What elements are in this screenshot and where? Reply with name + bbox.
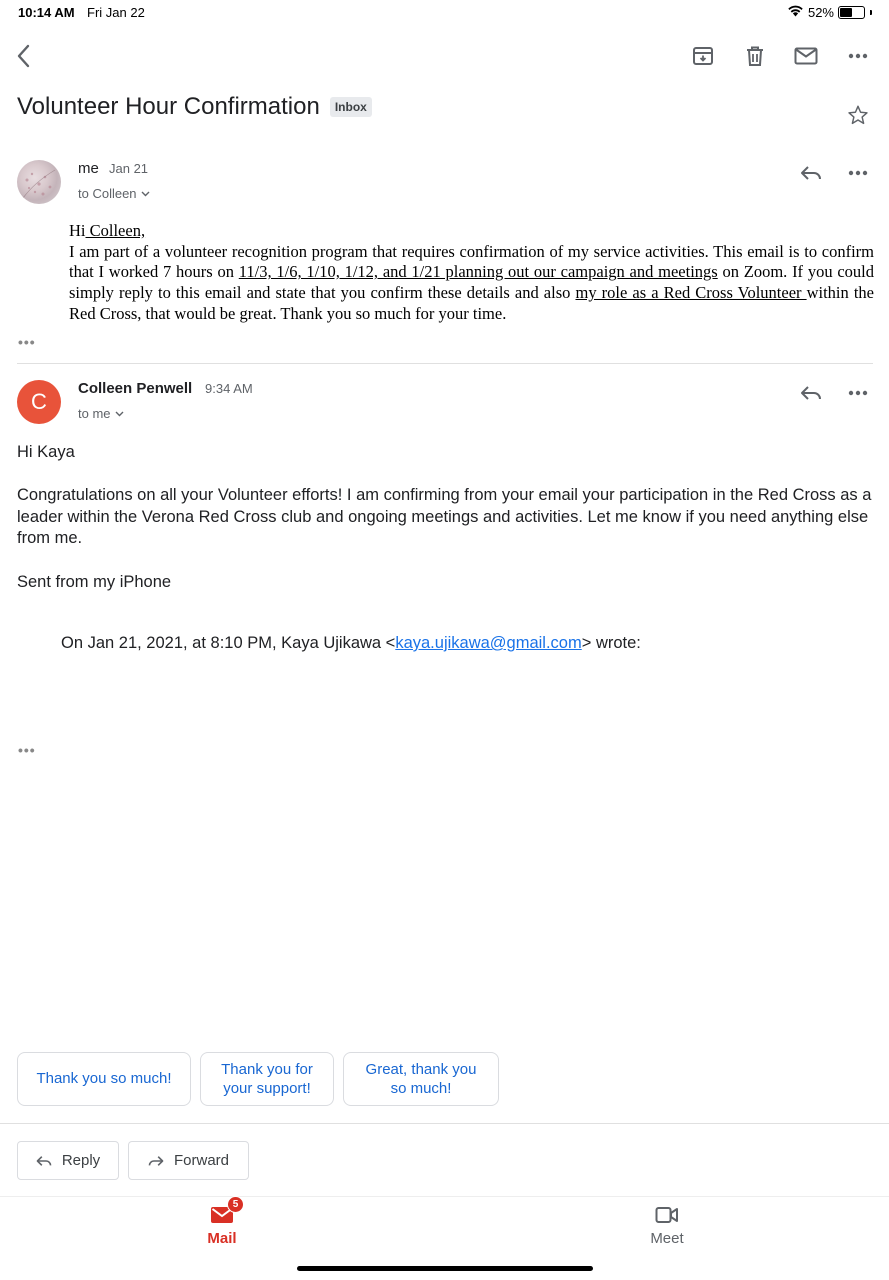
- greeting: Hi Colleen,: [69, 221, 146, 240]
- forward-label: Forward: [173, 1152, 229, 1169]
- message-more-button-1[interactable]: [842, 157, 874, 189]
- recipient-details[interactable]: [78, 186, 150, 201]
- tab-meet-label: Meet: [650, 1230, 684, 1247]
- avatar[interactable]: [17, 160, 61, 204]
- tab-mail[interactable]: [203, 1200, 241, 1247]
- wifi-icon: [787, 4, 804, 20]
- actions-divider: [0, 1123, 889, 1124]
- mark-unread-button[interactable]: [790, 40, 822, 72]
- recipient-details[interactable]: [78, 406, 124, 421]
- back-button[interactable]: [8, 40, 40, 72]
- message-greeting: Hi Kaya: [17, 443, 75, 461]
- star-button[interactable]: [842, 99, 874, 131]
- message-date: 9:34 AM: [205, 381, 253, 396]
- chevron-down-icon: [141, 191, 150, 197]
- sender-name: Colleen Penwell: [78, 380, 193, 397]
- forward-icon: [148, 1155, 164, 1167]
- message-date: Jan 21: [109, 161, 149, 176]
- reply-icon: [800, 165, 822, 181]
- archive-icon: [692, 45, 714, 67]
- video-camera-icon: [655, 1206, 679, 1224]
- reply-button[interactable]: [17, 1141, 119, 1180]
- message-body-1: [69, 221, 874, 325]
- mail-icon: [794, 47, 818, 65]
- battery-icon: [838, 6, 865, 19]
- mail-unread-badge: 5: [227, 1196, 244, 1213]
- status-bar: [0, 0, 889, 26]
- archive-button[interactable]: [687, 40, 719, 72]
- smart-reply-chip[interactable]: Thank you for your support!: [200, 1052, 334, 1106]
- more-horizontal-icon: [848, 390, 868, 396]
- star-icon: [847, 104, 869, 126]
- subject-title: Volunteer Hour Confirmation: [17, 93, 320, 120]
- reply-button-1[interactable]: [795, 157, 827, 189]
- tab-mail-label: Mail: [207, 1230, 237, 1247]
- message-paragraph: Congratulations on all your Volunteer efforts! I am confirming from your email your participation in the Red Cross as a leader within the Verona Red Cross club and ongoing meetings and activities. Let me know if you need anything else from me.: [17, 486, 872, 548]
- message-header-1[interactable]: [17, 160, 873, 210]
- status-indicators: [787, 4, 872, 20]
- more-horizontal-icon: [848, 170, 868, 176]
- show-trimmed-content-2[interactable]: •••: [18, 742, 36, 758]
- recipient-label: to Colleen: [78, 186, 137, 201]
- message-more-button-2[interactable]: [842, 377, 874, 409]
- battery-percent: 52%: [807, 4, 834, 20]
- forward-button[interactable]: [128, 1141, 249, 1180]
- quoted-header: On Jan 21, 2021, at 8:10 PM, Kaya Ujikawa <kaya.ujikawa@gmail.com> wrote:: [61, 634, 641, 652]
- chevron-down-icon: [115, 411, 124, 417]
- reply-label: Reply: [61, 1152, 101, 1169]
- inbox-label[interactable]: Inbox: [330, 97, 372, 117]
- more-horizontal-icon: [848, 53, 868, 59]
- smart-reply-chip[interactable]: Thank you so much!: [17, 1052, 191, 1106]
- sender-name: me: [78, 160, 99, 177]
- status-time: 10:14 AM: [18, 5, 75, 20]
- home-indicator[interactable]: [297, 1266, 593, 1271]
- email-subject: [17, 93, 372, 121]
- message-header-2[interactable]: [17, 380, 873, 430]
- tab-meet[interactable]: [647, 1200, 687, 1247]
- message-divider: [17, 363, 873, 364]
- reply-icon: [800, 385, 822, 401]
- avatar[interactable]: C: [17, 380, 61, 424]
- reply-button-2[interactable]: [795, 377, 827, 409]
- chevron-left-icon: [17, 44, 31, 68]
- reply-icon: [36, 1155, 52, 1167]
- more-options-button[interactable]: [842, 40, 874, 72]
- recipient-label: to me: [78, 406, 111, 421]
- quoted-email-link[interactable]: kaya.ujikawa@gmail.com: [395, 634, 582, 652]
- body-paragraph: I am part of a volunteer recognition program that requires confirmation of my service activities. This email is to confirm that I worked 7 hours on 11/3, 1/6, 1/10, 1/12, and 1/21 planning out our campaign and meetings on Zoom. If you could simply reply to this email and state that you confirm these details and also my role as a Red Cross Volunteer within the Red Cross, that would be great. Thank you so much for your time.: [69, 241, 875, 323]
- status-date: Fri Jan 22: [87, 5, 145, 20]
- tabbar-divider: [0, 1196, 889, 1197]
- trash-icon: [745, 45, 765, 67]
- message-signature: Sent from my iPhone: [17, 573, 172, 591]
- smart-reply-chip[interactable]: Great, thank you so much!: [343, 1052, 499, 1106]
- show-trimmed-content-1[interactable]: •••: [18, 334, 36, 350]
- delete-button[interactable]: [739, 40, 771, 72]
